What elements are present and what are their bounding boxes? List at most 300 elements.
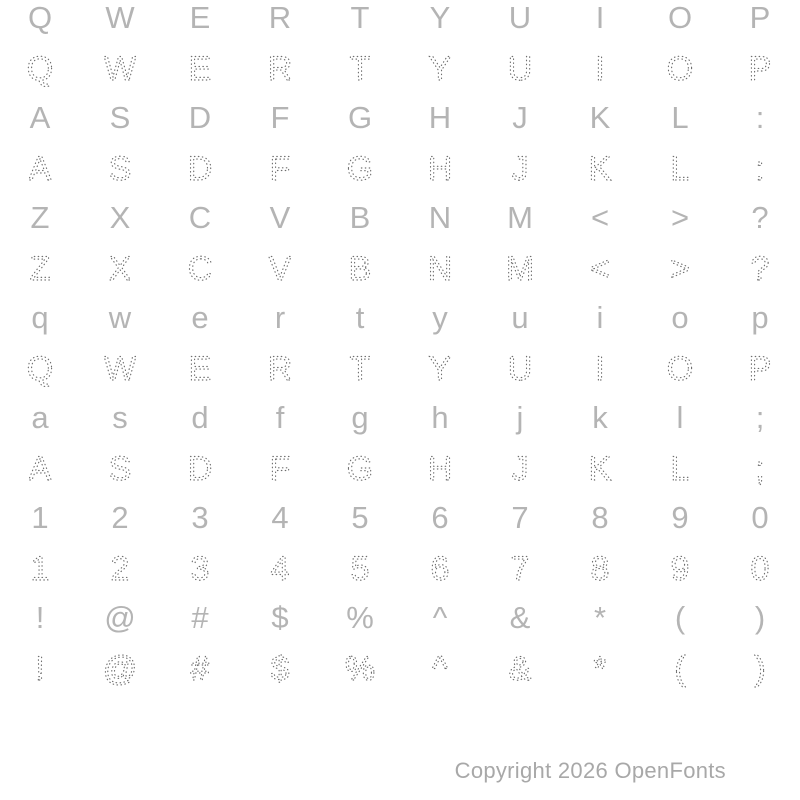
solid-glyph: ? [751, 199, 769, 235]
glyph-cell [240, 142, 320, 192]
dotted-glyph-svg [320, 142, 400, 192]
glyph-cell [320, 242, 400, 292]
glyph-cell [400, 292, 480, 342]
glyph-cell [320, 442, 400, 492]
glyph-cell [560, 0, 640, 42]
glyph-cell [320, 292, 400, 342]
solid-glyph: K [589, 99, 611, 135]
glyph-row-0-solid [0, 0, 800, 42]
glyph-cell [0, 442, 80, 492]
glyph-cell [720, 192, 800, 242]
glyph-cell [720, 592, 800, 642]
glyph-cell [320, 142, 400, 192]
dotted-glyph-svg [0, 42, 80, 92]
dotted-glyph: H [427, 150, 453, 188]
glyph-cell [0, 292, 80, 342]
glyph-row-7-dotted [0, 342, 800, 392]
dotted-glyph: Z [29, 250, 51, 288]
glyph-cell [80, 392, 160, 442]
dotted-glyph: 3 [190, 550, 210, 588]
glyph-cell [80, 642, 160, 692]
glyph-cell [80, 442, 160, 492]
dotted-glyph-svg [480, 442, 560, 492]
glyph-row-5-dotted [0, 242, 800, 292]
solid-glyph: & [509, 599, 531, 635]
glyph-cell [160, 42, 240, 92]
solid-glyph: > [670, 199, 690, 235]
glyph-cell [0, 492, 80, 542]
dotted-glyph: 5 [350, 550, 370, 588]
glyph-cell [160, 342, 240, 392]
glyph-row-8-solid [0, 392, 800, 442]
glyph-cell [640, 642, 720, 692]
dotted-glyph-svg [480, 142, 560, 192]
solid-glyph: h [431, 399, 449, 435]
solid-glyph: 2 [111, 499, 129, 535]
glyph-cell [0, 242, 80, 292]
glyph-cell [0, 592, 80, 642]
glyph-cell [400, 492, 480, 542]
solid-glyph: # [191, 599, 209, 635]
glyph-cell [160, 642, 240, 692]
glyph-row-2-solid [0, 92, 800, 142]
solid-glyph: j [516, 399, 524, 435]
dotted-glyph-svg [640, 242, 720, 292]
solid-glyph: t [355, 299, 365, 335]
dotted-glyph-svg [0, 642, 80, 692]
glyph-cell [640, 392, 720, 442]
solid-glyph: G [347, 99, 373, 135]
dotted-glyph-svg [480, 42, 560, 92]
solid-glyph: P [749, 0, 771, 35]
solid-glyph: 5 [351, 499, 369, 535]
glyph-cell [560, 642, 640, 692]
dotted-glyph: G [346, 450, 374, 488]
solid-glyph: ^ [432, 599, 448, 635]
glyph-cell [640, 242, 720, 292]
dotted-glyph: 2 [110, 550, 130, 588]
solid-glyph: I [595, 0, 605, 35]
solid-glyph: : [755, 99, 765, 135]
dotted-glyph: X [108, 250, 132, 288]
glyph-cell [400, 342, 480, 392]
dotted-glyph: & [508, 650, 532, 688]
glyph-cell [400, 392, 480, 442]
dotted-glyph-svg [160, 142, 240, 192]
glyph-cell [640, 142, 720, 192]
dotted-glyph-svg [320, 642, 400, 692]
glyph-cell [480, 192, 560, 242]
dotted-glyph-svg [320, 342, 400, 392]
dotted-glyph-svg [320, 542, 400, 592]
solid-glyph: L [671, 99, 689, 135]
glyph-cell [400, 642, 480, 692]
dotted-glyph: S [108, 150, 132, 188]
dotted-glyph-svg [720, 142, 800, 192]
solid-glyph: A [29, 99, 51, 135]
glyph-cell [480, 342, 560, 392]
dotted-glyph: Q [26, 350, 54, 388]
solid-glyph: T [350, 0, 370, 35]
glyph-cell [560, 92, 640, 142]
glyph-cell [560, 42, 640, 92]
dotted-glyph: A [28, 450, 52, 488]
glyph-cell [640, 342, 720, 392]
dotted-glyph: ^ [432, 650, 448, 688]
dotted-glyph-svg [480, 342, 560, 392]
glyph-cell [480, 292, 560, 342]
glyph-cell [480, 592, 560, 642]
dotted-glyph-svg [320, 242, 400, 292]
dotted-glyph: 8 [590, 550, 610, 588]
dotted-glyph: U [507, 350, 533, 388]
dotted-glyph: W [103, 350, 137, 388]
glyph-cell [320, 542, 400, 592]
dotted-glyph: L [670, 450, 690, 488]
dotted-glyph-svg [80, 42, 160, 92]
solid-glyph: O [667, 0, 693, 35]
glyph-cell [720, 42, 800, 92]
dotted-glyph-svg [400, 442, 480, 492]
dotted-glyph-svg [240, 642, 320, 692]
solid-glyph: 3 [191, 499, 209, 535]
solid-glyph: D [188, 99, 212, 135]
solid-glyph: F [270, 99, 290, 135]
solid-glyph: 9 [671, 499, 689, 535]
dotted-glyph-svg [160, 342, 240, 392]
glyph-cell [640, 592, 720, 642]
dotted-glyph: P [748, 350, 772, 388]
glyph-cell [240, 542, 320, 592]
glyph-cell [0, 642, 80, 692]
solid-glyph: 1 [31, 499, 49, 535]
glyph-cell [240, 92, 320, 142]
solid-glyph: 7 [511, 499, 529, 535]
dotted-glyph-svg [0, 542, 80, 592]
glyph-cell [400, 442, 480, 492]
dotted-glyph-svg [640, 442, 720, 492]
glyph-cell [160, 392, 240, 442]
dotted-glyph: J [511, 150, 529, 188]
solid-glyph: 6 [431, 499, 449, 535]
dotted-glyph-svg [0, 342, 80, 392]
dotted-glyph-svg [80, 242, 160, 292]
glyph-cell [480, 142, 560, 192]
dotted-glyph-svg [240, 42, 320, 92]
solid-glyph: ; [755, 399, 765, 435]
glyph-cell [160, 292, 240, 342]
glyph-row-6-solid [0, 292, 800, 342]
solid-glyph: X [109, 199, 131, 235]
dotted-glyph-svg [400, 142, 480, 192]
dotted-glyph: < [590, 250, 610, 288]
dotted-glyph: Y [428, 350, 452, 388]
glyph-cell [640, 542, 720, 592]
glyph-cell [240, 492, 320, 542]
glyph-cell [160, 242, 240, 292]
dotted-glyph-svg [560, 542, 640, 592]
glyph-cell [640, 442, 720, 492]
glyph-cell [0, 342, 80, 392]
glyph-cell [720, 392, 800, 442]
solid-glyph: * [593, 599, 607, 635]
glyph-cell [640, 192, 720, 242]
glyph-cell [0, 392, 80, 442]
dotted-glyph: L [670, 150, 690, 188]
glyph-cell [0, 142, 80, 192]
dotted-glyph: ) [754, 650, 766, 688]
dotted-glyph-svg [640, 142, 720, 192]
dotted-glyph-svg [720, 42, 800, 92]
dotted-glyph-svg [400, 542, 480, 592]
dotted-glyph: $ [270, 650, 290, 688]
glyph-cell [320, 0, 400, 42]
dotted-glyph-svg [560, 342, 640, 392]
glyph-cell [560, 492, 640, 542]
solid-glyph: Z [30, 199, 50, 235]
dotted-glyph-svg [240, 142, 320, 192]
dotted-glyph-svg [0, 442, 80, 492]
dotted-glyph-svg [480, 242, 560, 292]
glyph-cell [320, 342, 400, 392]
dotted-glyph-svg [240, 542, 320, 592]
dotted-glyph-svg [240, 442, 320, 492]
glyph-cell [80, 142, 160, 192]
glyph-row-1-dotted [0, 42, 800, 92]
dotted-glyph-svg [80, 442, 160, 492]
dotted-glyph: Q [26, 50, 54, 88]
dotted-glyph-svg [720, 542, 800, 592]
glyph-cell [0, 192, 80, 242]
glyph-cell [400, 142, 480, 192]
dotted-glyph-svg [80, 142, 160, 192]
glyph-cell [560, 392, 640, 442]
solid-glyph: o [671, 299, 689, 335]
glyph-cell [240, 42, 320, 92]
glyph-cell [560, 342, 640, 392]
dotted-glyph-svg [320, 42, 400, 92]
glyph-cell [240, 192, 320, 242]
dotted-glyph: ! [35, 650, 45, 688]
glyph-cell [160, 142, 240, 192]
solid-glyph: s [112, 399, 128, 435]
glyph-cell [240, 242, 320, 292]
glyph-cell [400, 242, 480, 292]
glyph-cell [320, 492, 400, 542]
glyph-cell [240, 0, 320, 42]
glyph-row-4-solid [0, 192, 800, 242]
solid-glyph: Q [27, 0, 53, 35]
dotted-glyph-svg [400, 342, 480, 392]
dotted-glyph: ( [674, 650, 686, 688]
dotted-glyph-svg [560, 642, 640, 692]
solid-glyph: R [268, 0, 292, 35]
glyph-cell [640, 492, 720, 542]
glyph-cell [80, 342, 160, 392]
glyph-cell [720, 0, 800, 42]
dotted-glyph: 4 [270, 550, 290, 588]
dotted-glyph: J [511, 450, 529, 488]
glyph-cell [400, 42, 480, 92]
solid-glyph: e [191, 299, 209, 335]
solid-glyph: B [349, 199, 371, 235]
dotted-glyph: U [507, 50, 533, 88]
glyph-cell [720, 492, 800, 542]
solid-glyph: ! [35, 599, 45, 635]
solid-glyph: Y [429, 0, 451, 35]
solid-glyph: V [269, 199, 291, 235]
dotted-glyph: 6 [430, 550, 450, 588]
dotted-glyph: @ [102, 650, 138, 688]
glyph-cell [160, 92, 240, 142]
solid-glyph: q [31, 299, 49, 335]
copyright-text: Copyright 2026 OpenFonts [454, 758, 726, 783]
glyph-cell [640, 292, 720, 342]
solid-glyph: a [31, 399, 49, 435]
glyph-cell [160, 192, 240, 242]
glyph-cell [720, 292, 800, 342]
glyph-cell [0, 42, 80, 92]
solid-glyph: N [428, 199, 452, 235]
solid-glyph: @ [104, 599, 136, 635]
dotted-glyph: V [268, 250, 292, 288]
glyph-cell [560, 192, 640, 242]
glyph-cell [240, 592, 320, 642]
solid-glyph: S [109, 99, 131, 135]
dotted-glyph-svg [240, 342, 320, 392]
glyph-cell [720, 242, 800, 292]
glyph-cell [560, 142, 640, 192]
glyph-cell [480, 242, 560, 292]
dotted-glyph-svg [240, 242, 320, 292]
glyph-cell [640, 0, 720, 42]
glyph-cell [160, 0, 240, 42]
solid-glyph: C [188, 199, 212, 235]
glyph-cell [80, 592, 160, 642]
solid-glyph: f [275, 399, 285, 435]
dotted-glyph: D [187, 450, 213, 488]
dotted-glyph-svg [480, 542, 560, 592]
glyph-cell [0, 0, 80, 42]
dotted-glyph: I [595, 350, 605, 388]
solid-glyph: ) [754, 599, 766, 635]
glyph-cell [0, 542, 80, 592]
dotted-glyph-svg [160, 542, 240, 592]
glyph-cell [480, 542, 560, 592]
dotted-glyph: G [346, 150, 374, 188]
glyph-cell [720, 342, 800, 392]
glyph-cell [560, 292, 640, 342]
glyph-cell [80, 192, 160, 242]
dotted-glyph-svg [640, 42, 720, 92]
glyph-cell [560, 242, 640, 292]
dotted-glyph: F [269, 450, 291, 488]
glyph-cell [480, 392, 560, 442]
dotted-glyph: P [748, 50, 772, 88]
solid-glyph: g [351, 399, 369, 435]
glyph-cell [320, 92, 400, 142]
dotted-glyph: ? [750, 250, 770, 288]
glyph-cell [240, 392, 320, 442]
dotted-glyph: E [188, 350, 212, 388]
glyph-cell [320, 42, 400, 92]
glyph-cell [400, 542, 480, 592]
dotted-glyph-svg [560, 142, 640, 192]
dotted-glyph: W [103, 50, 137, 88]
dotted-glyph-svg [320, 442, 400, 492]
solid-glyph: $ [271, 599, 289, 635]
dotted-glyph: T [349, 50, 371, 88]
dotted-glyph-svg [160, 242, 240, 292]
glyph-cell [80, 92, 160, 142]
solid-glyph: 8 [591, 499, 609, 535]
glyph-cell [560, 442, 640, 492]
glyph-cell [160, 442, 240, 492]
dotted-glyph: N [427, 250, 453, 288]
solid-glyph: ( [674, 599, 686, 635]
dotted-glyph: C [187, 250, 213, 288]
dotted-glyph: A [28, 150, 52, 188]
solid-glyph: l [676, 399, 684, 435]
dotted-glyph-svg [0, 242, 80, 292]
glyph-row-10-solid [0, 492, 800, 542]
dotted-glyph-svg [160, 442, 240, 492]
dotted-glyph-svg [160, 642, 240, 692]
dotted-glyph: 1 [30, 550, 50, 588]
dotted-glyph-svg [400, 242, 480, 292]
glyph-cell [80, 42, 160, 92]
glyph-row-11-dotted [0, 542, 800, 592]
solid-glyph: w [108, 299, 132, 335]
solid-glyph: J [512, 99, 528, 135]
dotted-glyph-svg [480, 642, 560, 692]
dotted-glyph: T [349, 350, 371, 388]
glyph-cell [80, 292, 160, 342]
solid-glyph: u [511, 299, 529, 335]
glyph-cell [480, 642, 560, 692]
glyph-cell [240, 292, 320, 342]
glyph-cell [80, 542, 160, 592]
dotted-glyph-svg [720, 442, 800, 492]
dotted-glyph: * [593, 650, 607, 688]
dotted-glyph: I [595, 50, 605, 88]
dotted-glyph-svg [0, 142, 80, 192]
dotted-glyph-svg [640, 542, 720, 592]
dotted-glyph-svg [80, 542, 160, 592]
dotted-glyph: 0 [750, 550, 770, 588]
dotted-glyph: K [588, 450, 612, 488]
dotted-glyph-svg [560, 442, 640, 492]
glyph-cell [80, 492, 160, 542]
glyph-cell [720, 642, 800, 692]
dotted-glyph: B [348, 250, 372, 288]
solid-glyph: E [189, 0, 211, 35]
solid-glyph: i [596, 299, 604, 335]
solid-glyph: % [346, 599, 374, 635]
glyph-cell [560, 592, 640, 642]
dotted-glyph: K [588, 150, 612, 188]
dotted-glyph: # [190, 650, 210, 688]
solid-glyph: d [191, 399, 209, 435]
glyph-cell [320, 392, 400, 442]
dotted-glyph: H [427, 450, 453, 488]
glyph-row-13-dotted [0, 642, 800, 692]
dotted-glyph-svg [640, 642, 720, 692]
dotted-glyph-svg [720, 342, 800, 392]
solid-glyph: 4 [271, 499, 289, 535]
dotted-glyph-svg [720, 242, 800, 292]
glyph-row-9-dotted [0, 442, 800, 492]
